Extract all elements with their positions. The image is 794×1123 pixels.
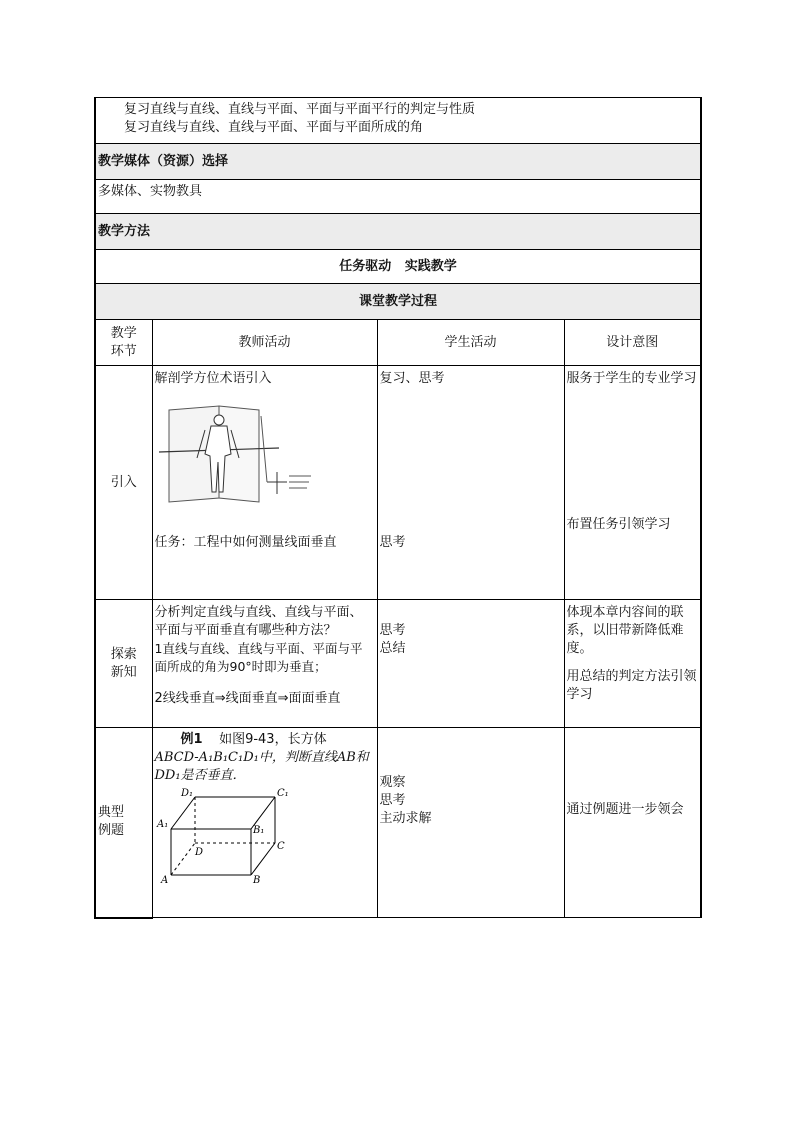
- method-content: 任务驱动 实践教学: [95, 250, 701, 284]
- stage-example: [95, 728, 152, 918]
- label-A1: A₁: [156, 819, 168, 830]
- media-heading: 教学媒体（资源）选择: [95, 144, 701, 180]
- col-header-stage: [95, 320, 152, 366]
- stage-intro: 引入: [95, 366, 152, 600]
- example-student-text2: 思考: [379, 793, 406, 808]
- col-header-teacher: 教师活动: [152, 320, 377, 366]
- intro-design-text1: 服务于学生的专业学习: [566, 371, 697, 386]
- explore-design-text1: 体现本章内容间的联系，以旧带新降低难度。: [566, 605, 684, 656]
- col-header-design: 设计意图: [564, 320, 701, 366]
- label-C: C: [276, 841, 285, 852]
- stage-explore-line1: 探索: [110, 646, 137, 662]
- intro-student-text2: 思考: [379, 535, 406, 550]
- intro-teacher-cell: [152, 366, 377, 600]
- intro-student-cell: [377, 366, 564, 600]
- explore-design-text2: 用总结的判定方法引领学习: [566, 669, 697, 702]
- explore-teacher-cell: [152, 600, 377, 728]
- explore-student-cell: [377, 600, 564, 728]
- example-text3: DD₁是否垂直．: [154, 768, 246, 783]
- example-design-text1: 通过例题进一步领会: [566, 801, 684, 817]
- example-label: 例1: [180, 732, 203, 747]
- label-D1: D₁: [180, 788, 193, 799]
- media-content: 多媒体、实物教具: [95, 180, 701, 214]
- col-header-stage-line1: 教学: [110, 325, 137, 341]
- label-A: A: [160, 875, 168, 886]
- review-cell: [95, 98, 701, 144]
- lesson-plan-table: [94, 97, 702, 919]
- stage-explore: [95, 600, 152, 728]
- lesson-plan-document: [94, 97, 700, 919]
- intro-design-cell: [564, 366, 701, 600]
- example-design-cell: [564, 728, 701, 918]
- anatomy-figure: [159, 402, 375, 520]
- stage-example-line2: 例题: [98, 823, 125, 839]
- example-line1: [155, 731, 375, 749]
- example-teacher-cell: [152, 728, 377, 918]
- example-text2: ABCD-A₁B₁C₁D₁中，判断直线AB和: [154, 750, 369, 765]
- stage-example-line1: 典型: [98, 805, 125, 821]
- review-line-1: 复习直线与直线、直线与平面、平面与平面平行的判定与性质: [124, 102, 476, 117]
- intro-teacher-text1: 解剖学方位术语引入: [154, 371, 272, 386]
- explore-teacher-text2: 1直线与直线、直线与平面、平面与平面所成的角为90°时即为垂直；: [154, 641, 363, 674]
- intro-design-text2: 布置任务引领学习: [566, 517, 671, 532]
- explore-design-cell: [564, 600, 701, 728]
- review-line-2: 复习直线与直线、直线与平面、平面与平面所成的角: [124, 120, 424, 135]
- label-D: D: [194, 847, 203, 858]
- col-header-student: 学生活动: [377, 320, 564, 366]
- label-C1: C₁: [276, 788, 289, 799]
- col-header-stage-line2: 环节: [110, 343, 137, 359]
- stage-explore-line2: 新知: [110, 664, 137, 680]
- cuboid-figure: [155, 787, 305, 887]
- example-student-text1: 观察: [379, 775, 406, 790]
- example-text1: 如图9-43，长方体: [219, 732, 327, 747]
- explore-student-text1: 思考: [379, 623, 406, 638]
- explore-teacher-text3: 2线线垂直⇒线面垂直⇒面面垂直: [154, 691, 341, 706]
- explore-teacher-text1: 分析判定直线与直线、直线与平面、平面与平面垂直有哪些种方法？: [154, 605, 363, 638]
- anatomy-illustration: [159, 402, 319, 514]
- example-student-text3: 主动求解: [379, 811, 432, 826]
- example-student-cell: [377, 728, 564, 918]
- explore-student-text2: 总结: [379, 641, 406, 656]
- label-B: B: [252, 875, 260, 886]
- process-heading: 课堂教学过程: [95, 284, 701, 320]
- intro-student-text1: 复习、思考: [379, 371, 445, 386]
- intro-teacher-task: 任务：工程中如何测量线面垂直: [154, 535, 337, 550]
- label-B1: B₁: [252, 825, 264, 836]
- method-heading: 教学方法: [95, 214, 701, 250]
